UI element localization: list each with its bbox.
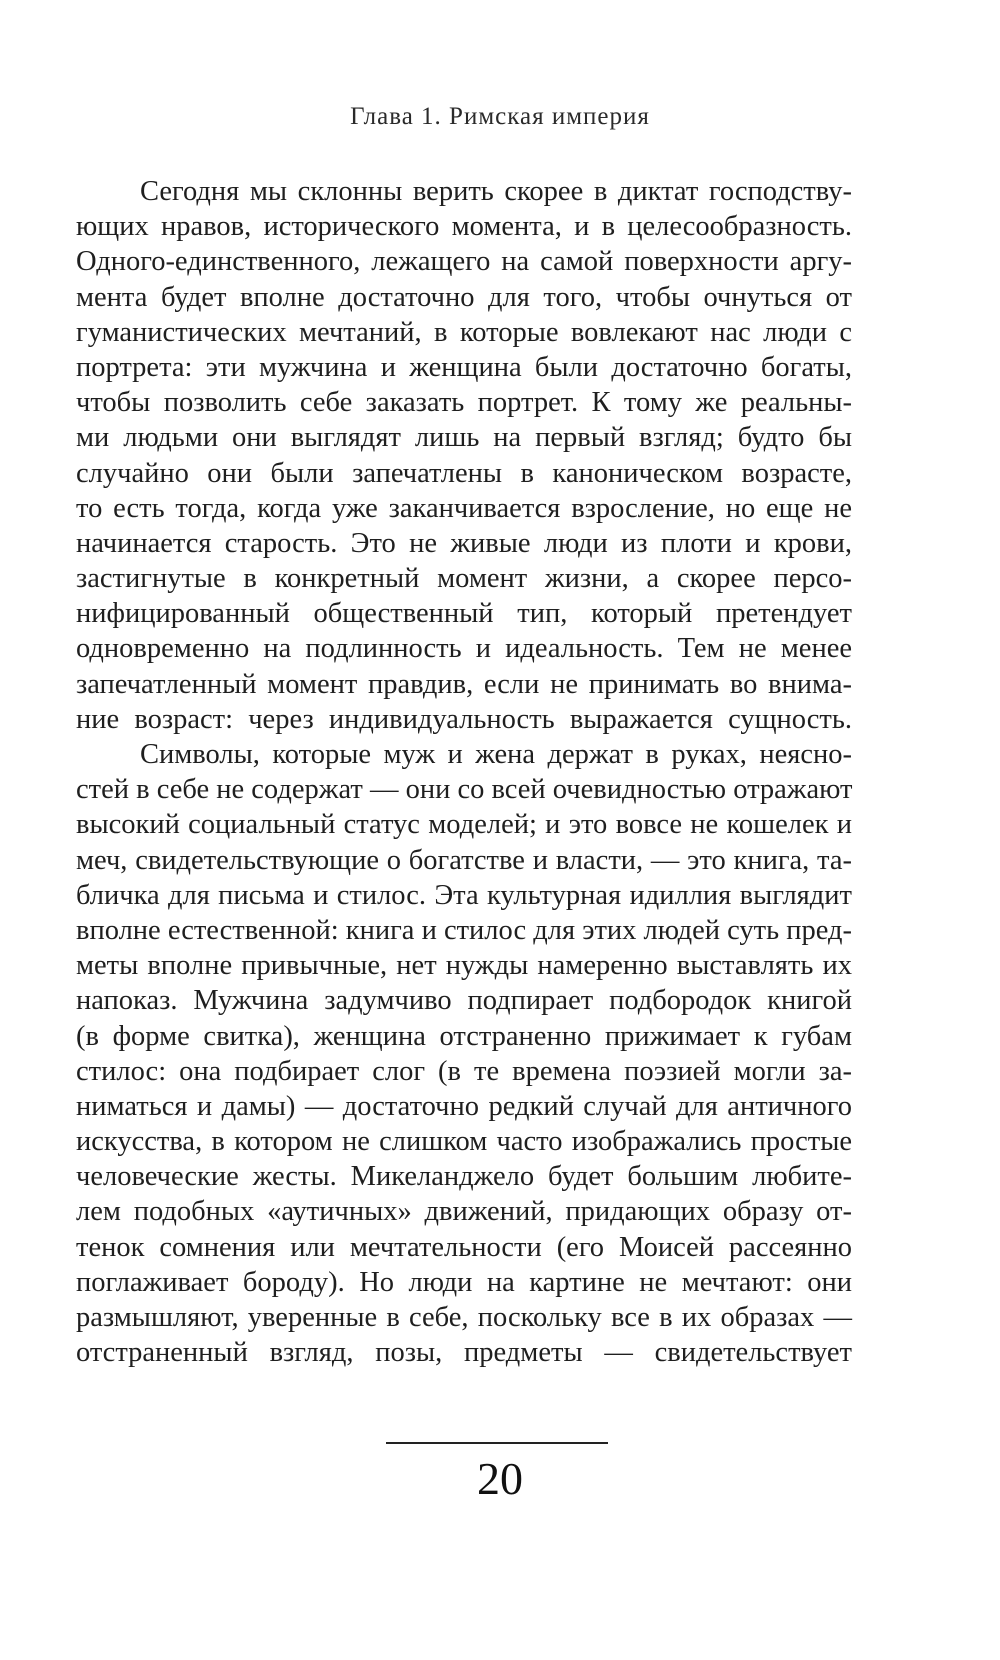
text-line: высокий социальный статус моделей; и это вовсе не кошелек и	[76, 809, 852, 841]
text-line: запечатленный момент правдив, если не принимать во внима-	[76, 668, 852, 700]
text-line: нифицированный общественный тип, который претендует	[76, 598, 852, 630]
text-line: мента будет вполне достаточно для того, чтобы очнуться от	[76, 281, 852, 313]
text-line: (в форме свитка), женщина отстраненно прижимает к губам	[76, 1020, 852, 1052]
text-line: портрета: эти мужчина и женщина были достаточно богаты,	[76, 351, 852, 383]
text-line: стилос: она подбирает слог (в те времена поэзией могли за-	[76, 1055, 852, 1087]
text-line: Сегодня мы склонны верить скорее в диктат господству-	[140, 176, 852, 207]
text-line: тенок сомнения или мечтательности (его Моисей рассеянно	[76, 1231, 852, 1263]
text-line: ющих нравов, исторического момента, и в целесообразность.	[76, 211, 852, 243]
text-line: размышляют, уверенные в себе, поскольку все в их образах —	[76, 1302, 852, 1333]
text-line: Одного-единственного, лежащего на самой поверхности аргу-	[76, 246, 852, 278]
text-line: ниматься и дамы) — достаточно редкий случай для античного	[76, 1090, 852, 1122]
text-line: напоказ. Мужчина задумчиво подпирает подбородок книгой	[76, 985, 852, 1017]
text-line: то есть тогда, когда уже заканчивается взросление, но еще не	[76, 492, 852, 524]
text-line: одновременно на подлинность и идеальность. Тем не менее	[76, 633, 852, 665]
text-line: лем подобных «аутичных» движений, придающих образу от-	[76, 1196, 852, 1228]
text-line: чтобы позволить себе заказать портрет. К тому же реальны-	[76, 387, 852, 419]
text-line: меч, свидетельствующие о богатстве и власти, — это книга, та-	[76, 844, 852, 876]
text-line: гуманистических мечтаний, в которые вовлекают нас люди с	[76, 316, 852, 348]
page-number: 20	[477, 1453, 523, 1504]
text-line: начинается старость. Это не живые люди из плоти и крови,	[76, 527, 852, 559]
text-line: стей в себе не содержат — они со всей очевидностью отражают	[76, 774, 853, 806]
text-line: Символы, которые муж и жена держат в руках, неясно-	[140, 739, 852, 770]
text-line: отстраненный взгляд, позы, предметы — свидетельствует	[76, 1337, 852, 1369]
text-line: вполне естественной: книга и стилос для этих людей суть пред-	[76, 914, 852, 946]
footer-divider	[386, 1442, 608, 1444]
text-line: случайно они были запечатлены в каноническом возрасте,	[76, 457, 852, 489]
text-line: меты вполне привычные, нет нужды намеренно выставлять их	[76, 950, 852, 982]
text-line: ние возраст: через индивидуальность выражается сущность.	[76, 703, 852, 735]
text-line: человеческие жесты. Микеланджело будет большим любите-	[76, 1161, 852, 1193]
running-header: Глава 1. Римская империя	[350, 103, 650, 130]
text-line: искусства, в котором не слишком часто изображались простые	[76, 1126, 852, 1158]
body-text	[76, 174, 852, 1370]
text-line: ми людьми они выглядят лишь на первый взгляд; будто бы	[76, 422, 852, 454]
text-line: бличка для письма и стилос. Эта культурная идиллия выглядит	[76, 879, 852, 911]
text-line: поглаживает бороду). Но люди на картине не мечтают: они	[76, 1266, 852, 1298]
text-line: застигнутые в конкретный момент жизни, а скорее персо-	[76, 563, 852, 595]
